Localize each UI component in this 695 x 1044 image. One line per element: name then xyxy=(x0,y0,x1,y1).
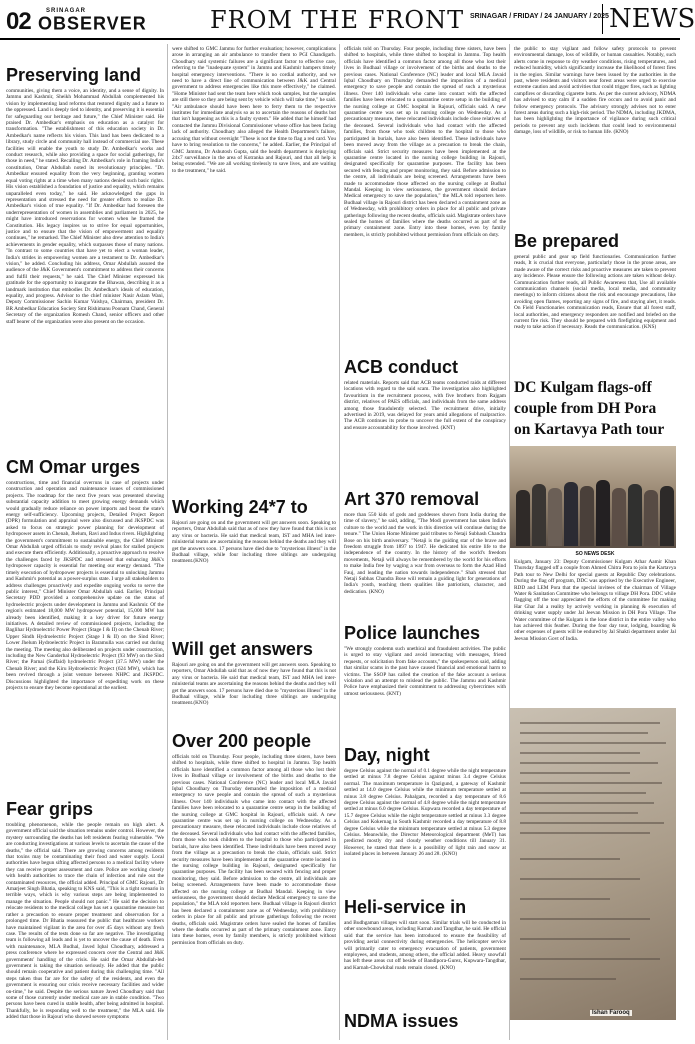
headline-dc-kulgam: DC Kulgam flags-off couple from DH Pora on Kartavya Path tour xyxy=(514,379,665,438)
article-body: "We strongly condemn such unethical and fraudulent activities. The public is urged to stay vigilant and avoid interacting with messages, friend requests, or solicitation from fake accounts," the spokesperson said, adding that similar scams in the past have caused financial and emotional harm to victims. The SSOP has called the creation of the fake account a serious violation and an attempt to mislead the public. The Jammu and Kashmir Police have emphasized their commitment to addressing cybercrimes with utmost seriousness. (KNT) xyxy=(344,646,506,697)
document-line xyxy=(520,722,660,724)
group-photo xyxy=(510,446,676,548)
article-art370 xyxy=(344,490,506,620)
article-body: related materials. Reports said that ACB teams conducted raids at different locations with regard to the said scam. The investigation also highlighted favouritism in the recruitment process, with five brothers from Rajgam district, relatives of PAES officials, and individuals from the same address among those fraudulently selected. The recruitment drive, initially advertised in 2019, was delayed for years amid allegations of malpractice. The ACB continues its probe to uncover the full extent of the conspiracy and ensure accountability for those involved. (KNT) xyxy=(344,380,506,431)
document-line xyxy=(520,792,646,794)
document-line xyxy=(520,752,640,754)
photo-figure xyxy=(644,490,658,546)
document-line xyxy=(520,812,638,814)
brand-logo: OBSERVER xyxy=(38,12,147,34)
document-line xyxy=(520,822,664,824)
photo-figure xyxy=(516,490,530,546)
headline: CM Omar urges xyxy=(6,457,141,477)
photo-figure xyxy=(612,488,626,546)
byline: SO NEWS DESK xyxy=(575,551,615,557)
article-acb xyxy=(344,358,506,488)
photo-figure xyxy=(548,488,562,546)
headline: Will get answers xyxy=(172,639,313,659)
masthead xyxy=(0,0,695,40)
article-body: troubling phenomenon, while the people remain on high alert. A government official said the situation remains under control. However, the mystery surrounding the deaths has left residents fearing vulnerable. "We are conducting investigations at various levels to ascertain the cause of the deaths," the official said. There are growing concerns among residents that toxins may be contaminating their food and water supply. Local authorities have begun sifting affected persons to a medical facility where they can receive proper assessment and care. Police are working closely with health authorities to trace the chain of infection and rule out the contaminated resources, the official added. Principal of GMC Rajouri, Dr Amarjeet Singh Bhatia, speaking to KNS said, "This is a tight scenario in terrible ways, which is why various steps are being implemented to manage the situation. People should not panic." He said the decision to relocate residents to the medical college has set a quarantine measure but rather a precaution to ensure proper treatment and observation for a prolonged time. Dr Bhatia reassured the public that healthcare workers have maintained vigilant in the area for over 45 days without any fresh case. The results of the tests done so far are negative. The investigating team is following all leads and is yet to uncover the cause of death. Even with maintenance, MLA Budhal, Javed Iqbal Choudhary, addressed a press conference where he expressed concern over the Central and J&K governments' handling of the crisis. He said the Omar Abdullah-led government is taking the situation seriously. He added that the public should remain cooperative and patient during this challenging time. "All steps taken thus far are for the safety of the residents, and even the government is ensuring our crisis receive necessary facilities and wider on-time," he said. Despite the serious nature Javed Choudhary said that some of those currently under medical care are in stable condition. "Two persons have been cured in stable health, after being admitted in hospital. Thankfully, he is responding well to the treatment," the MLA said. He added that those in Rajouri who showed severe symptoms xyxy=(6,822,164,1021)
photo-figure xyxy=(628,484,642,546)
headline: Preserving land xyxy=(6,65,142,85)
article-column3-top xyxy=(344,46,506,354)
article-working xyxy=(172,498,336,638)
article-preserving xyxy=(6,66,164,456)
photo-figure xyxy=(532,484,546,546)
article-body: communities, giving them a voice, an identity, and a sense of dignity. In Jammu and Kashmir, Sheikh Mohammad Abdullah complemented his vision by implementing land reforms that restored dignity and a future to the oppressed. Land is deeply tied to identity, and preserving it is essential for safeguarding our heritage and future," the Chief Minister said. He praised Dr. Ambedkar's emphasis on education as a catalyst for transformation. "The establishment of this education society in Dr. Ambedkar's name reflects his vision. This land has been dedicated to a library, study circle and community hall instead of commercial use. These facilities will enable the youth to study Dr. Ambedkar's works and conduct research, while also providing a space for social gatherings, for those in need," he stated. Recalling Dr. Ambedkar's role in framing India's constitution, Omar Abdullah noted its revolutionary principles. "Dr. Ambedkar ensured equality from the very beginning, granting women equal voting rights at a time when many nations denied such basic rights. His vision established a foundation of justice and equality, which remains unparalleled even today," he said. He acknowledged the gaps in representation and stressed the need for greater efforts to realize Dr. Ambedkar's vision of true equality. "If Dr. Ambedkar had foreseen the underrepresentation of women in assemblies and parliament in 2025, he might have introduced reservations for women when he framed the Constitution. His legacy inspires us to strive for equal opportunities, justice and to ensure that the vision of empowerment and equality continues," he remarked. The Chief Minister also drew attention to India's achievements in gender equality, which surpasses those of many nations. "In contrast to some countries that have yet to elect a woman leader, India's strides in empowering women are a testament to Dr. Ambedkar's vision," he added. Concluding his address, Omar Abdullah assured the audience of the J&K Government's commitment to address their concerns and fulfil their requests," he said. The Chief Minister expressed his gratitude for the opportunity to inaugurate the Bhawan, describing it as a landmark institution that embodies Dr. Ambedkar's ideals of education, equality, and progress. Advisor to the chief minister Nasir Aslam Wani, Deputy Commissioner Sachin Kumar Vaishya, Chairman, president Dr. BR Ambedkar Education Society Smt Rishimanu Poonam Chand, General Secretary of the organization Romesh Chand, senior officers and other staff bearer of the organization were also present on the occasion. xyxy=(6,88,164,325)
article-body: more than 550 kids of gods and goddesses shown from India during the time of slavery," he said, adding, "The Modi government has taken India's culture to the world and the work in this direction will continue during the tenure." The Union Home Minister paid tributes to Netaji Subhash Chandra Bose on his birth anniversary. "Netaji is the guiding star of the brave and freedom struggle from 1897 to 1947. He dedicated his entire life to the independence of the country. In the history of the world's freedom movements, Netaji will always be remembered by the world for his efforts to make India free by waging a war from overseas to form the Azad Hind Fauj, and leading the nation towards independence." Shah stressed that Netaji Subhas Chandra Bose will remain a guiding light for generations of India's youth, teaching them qualities like patriotism, character, and dedication. (KNO) xyxy=(344,512,506,595)
section-title: FROM THE FRONT xyxy=(210,6,465,34)
photo-figure xyxy=(564,482,578,546)
article-be-prepared xyxy=(514,232,676,372)
document-line xyxy=(520,732,648,734)
photo-figure xyxy=(580,486,594,546)
article-body: the public to stay vigilant and follow safety protocols to prevent environmental damage, loss of wildlife, or human casualties. Notably, such alerts come in response to dry weather conditions, rising temperatures, and reduced humidity, which significantly increase the likelihood of forest fires in the region. Similar warnings have been issued by the authorities in the past, where residents and visitors near forest areas were urged to exercise extreme caution and avoid activities that could trigger fires, such as lighting campfires or discarding cigarette butts. As per the current advisory, NDMA has advised to stay calm if a sudden fire occurs and to avoid panic and follow emergency protocols. The advisory strongly advises not to enter forest areas during such a high-risk period. The NDMA, including JKDMA, has been highlighting the importance of vigilance during such critical periods to prevent any such incidents that could lead to environmental damage, loss of wildlife, or risk to human life. (KNO) xyxy=(514,46,676,136)
headline: ACB conduct xyxy=(344,357,458,377)
headline: Working 24*7 to xyxy=(172,497,308,517)
document-line xyxy=(520,958,660,960)
article-over-200 xyxy=(172,732,336,1040)
article-body: officials told on Thursday. Four people, including three sisters, have been shifted to hospitals, while three shifted to hospital in Jammu. Top health officials have identified a common factor among all those who lost their lives in Budhaal village or involvement of the births and deaths to the previous cases. National Conference (NC) leader and local MLA Javaid Iqbal Choudhary on Thursday demanded the imposition of a medical emergency to save people and contain the spread of such a mysterious illness. Over 140 individuals who came into contact with the affected families have been relocated to a quarantine centre setup in the building of the nursing college at GMC hospital in Rajouri, officials said. A new quarantine centre was set up in nursing college on Wednesday. As a precautionary measure, these relocated individuals include close relatives of the deceased. Several individuals who had contact with the affected families, from those who took children to the hospital to those who participated in burials, have also been identified. These individuals have been moved away from the village as a precaution to break the chain, officials said. Strict security measures have been implemented at the quarantine centre located in the nursing college building in Rajouri, designated specifically for quarantine purposes. The facility has been secured with fencing and proper monitoring, they said. Before admission to the centre, all individuals are being screened. Arrangements have been made to accommodate those affected on the nursing college at Budhal Mandal. Keeping in view seriousness, the government should declare Medical emergency to save the population," the MLA told reporters here. Budhaal village in Rajouri district has been declared a containment zone as of Wednesday, with prohibitory orders in place for all public and private gatherings following the recent deaths, officials said. Magistrate orders have sealed the homes of families where the deaths occurred as part of the primary containment zone. Entry into these homes, even by family members, is strictly prohibited without permission from officials on duty. xyxy=(172,754,336,946)
headline: Art 370 removal xyxy=(344,489,480,509)
article-body: general public and gear up field functionaries. Communication further reads, It is crucial that everyone, particularly those in the prone areas, are made aware of the correct risks and proactive measures are taken to prevent any incidence. Please ensure the following actions are taken without delay. Communication further reads, all Public Awareness that, Use all available communication channels (social media, local media, and community meetings) to inform citizens about the risk and encourage precautions, like avoiding open flames, reporting any signs of fire, and staying alert, it reads. On Field Functionaries communication reads, Ensure that all forest staff, local authorities, and emergency responders are notified and briefed on the current fire risk. They should be prepared with firefighting equipment and ready to take action if necessary. Reads the communication. (KNS) xyxy=(514,254,676,331)
document-line xyxy=(520,878,640,880)
article-cm-omar xyxy=(6,458,164,798)
document-line xyxy=(520,918,650,920)
photo-figure xyxy=(596,480,610,546)
article-working-continued xyxy=(172,46,336,496)
document-line xyxy=(520,938,630,940)
headline: Day, night xyxy=(344,745,430,765)
document-photo xyxy=(510,708,676,1020)
document-line xyxy=(520,978,616,980)
article-body: Rajouri are going on and the government will get answers soon. Speaking to reporters, Omar Abdullah said that as of now they have found that this is not any virus or bacteria. He said that medical team, IST and MHA led inter-ministerial teams are ascertaining the reasons behind the deaths and they will get the answers soon. 17 persons have died due to "mysterious illness" in the Budhaal village, while four including three siblings are undergoing treatment.(KNO) xyxy=(172,662,336,707)
article-body: and Budhgaman villages will start soon. Similar trials will be conducted in other snowbound areas, including Karnah and Tangdhar, he said. He official said that the service has been introduced to ensure the feasibility of providing aerial connectivity during emergencies. The helicopter service will primarily cater to emergency evacuation of patients, government employees, and students, among others, the official added. Heavy snowfall has left these areas cut off beside of Bandipora-Gurez, Kupwara-Tangdhar, and Karnah-Chowkibal roads remain closed. (KNO) xyxy=(344,920,506,971)
article-heli xyxy=(344,898,506,1008)
article-ndma xyxy=(344,1012,506,1042)
document-line xyxy=(520,858,620,860)
article-body: Rajouri are going on and the government will get answers soon. Speaking to reporters, Omar Abdullah said that as of now they have found that this is not any virus or bacteria. He said that medical team, IST and MHA led inter-ministerial teams are ascertaining the reasons behind the deaths and they will get the answers soon. 17 persons have died due to "mysterious illness" in the Budhaal village, while four including three siblings are undergoing treatment.(KNO) xyxy=(172,520,336,565)
document-line xyxy=(520,762,658,764)
article-dc-kulgam xyxy=(514,551,676,701)
photo-figure xyxy=(660,486,674,546)
article-will-get xyxy=(172,640,336,730)
document-line xyxy=(520,832,650,834)
document-line xyxy=(520,742,666,744)
article-body: constructions, time and financial overruns in case of projects under construction and operation and maintenance issues of commissioned projects. The roadmap for the next five years was presented showing substantial capacity addition to meet growing energy demands which would gradually reduce reliance on power imports and boost the state's energy self-sufficiency. Upcoming projects, Detailed Project Report (DPR) formulation and appraisal were also discussed and JKSPDC was asked to focus on strategic power planning for development of hydropower assets in Chenab, Jhelum, Ravi and Indus rivers. Highlighting the government's commitment to sustainable energy, the Chief Minister Omar Abdullah urged officials to study revival plans for stalled projects and execute them efficiently. Additionally, a proactive approach to resolve the challenges faced by JKSPDC and stressed that enhancing J&K's hydropower capacity is essential for meeting our energy demand. "The timely execution of hydropower projects is essential to unlocking Jammu and Kashmir's potential as a power-surplus state. I urge all stakeholders to address challenges proactively and expedite ongoing works to serve the public interest," Chief Minister Omar Abdullah said. Earlier, Principal Secretary PDD provided a comprehensive update on the status of hydroelectric projects under development in Jammu and Kashmir. Of the region's estimated 18,000 MW hydropower potential, 15,000 MW has already been identified, making it a key driver for future energy initiatives. A detailed review of commissioned projects, including the Baglihar Hydroelectric Power Project (Stage I & II) on the Chenab River; Upper Sindh Hydroelectric Project (Stage I & II) on the Sind River; Lower Jhelum Hydroelectric Project in Baramulla was carried out during the meeting. The meeting also deliberated on projects under construction, including the New Ganderbal Hydroelectric Project (93 MW) on the Sind River; the Parnai (Suffaid) hydroelectric Project (37.5 MW) under the Chenab River; and the Kiru Hydroelectric Project (624 MW), which has been revived through a joint venture between NHPC and JKSPDC. Discussions highlighted the importance of expediting work on these projects to ensure they become operational at the earliest. xyxy=(6,480,165,691)
headline: NDMA issues xyxy=(344,1011,459,1031)
section-tag: NEWS xyxy=(602,4,695,34)
article-body: were shifted to GMC Jammu for further evaluation; however, complications arose in arranging an air ambulance to transfer them to PGI Chandigarh. Choudhary said systemic failures are a significant factor to effective care, referring to the "inadequate system" in Jammu and Kashmir hampers timely hospital emergency interventions. "There is no cordial authority, and we need to have a direct line of communication between J&K and Central government to address emergencies like this more effectively," he claimed. "Home Minister had sent the team here which took samples, but the samples are still there so they are being sent by vehicle which will take time," he said. "Air ambulance should have been here to ferry them to the respective institutes for immediate analysis so as to ascertain the reasons of deaths but that isn't happening as this is a faulty system." He added that he himself had contacted the Jammu Divisional Commissioner whose office has been facing lack of authority. Choudhary also alleged the Health Department's failure, accusing that without oversight "These is not the time to flag a red card. You have to bring resolution to the concerns," he added. Earlier, the Principal of GMC Jammu, Dr Ashutosh Gupta, said the health department is deploying 24x7 surveillance in the area of Kotranka and Rajouri, and that all help is being extended. "We are all working tirelessly to save lives, and are waiting to the treatment," he said. xyxy=(172,46,336,174)
dateline: SRINAGAR / FRIDAY / 24 JANUARY / 2025 xyxy=(470,13,609,20)
article-ndma-continued xyxy=(514,46,676,226)
headline: Over 200 people xyxy=(172,731,312,751)
article-body: officials told on Thursday. Four people, including three sisters, have been shifted to hospitals, while three shifted to hospital in Jammu. Top health officials have identified a common factor among all those who lost their lives in Budhaal village or involvement of the births and deaths to the previous cases. National Conference (NC) leader and local MLA Javaid Iqbal Choudhary on Thursday demanded the imposition of a medical emergency to save people and contain the spread of such a mysterious illness. Over 140 individuals who came into contact with the affected families have been relocated to a quarantine centre setup in the building of the nursing college at GMC hospital in Rajouri, officials said. A new quarantine centre was set up in nursing college on Wednesday. As a precautionary measure, these relocated individuals include close relatives of the deceased. Several individuals who had contact with the affected families, from those who took children to the hospital to those who participated in burials, have also been identified. These individuals have been moved away from the village as a precaution to break the chain, officials said. Strict security measures have been implemented at the quarantine centre located in the nursing college building in Rajouri, designated specifically for quarantine purposes. The facility has been secured with fencing and proper monitoring, they said. Before admission to the centre, all individuals are being screened. Arrangements have been made to accommodate those affected on the nursing college at Budhal Mandal. Keeping in view seriousness, the government should declare Medical emergency to save the population," the MLA told reporters here. Budhaal village in Rajouri district has been declared a containment zone as of Wednesday, with prohibitory orders in place for all public and private gatherings following the recent deaths, officials said. Magistrate orders have sealed the homes of families where the deaths occurred as part of the primary containment zone. Entry into these homes, even by family members, is strictly prohibited without permission from officials on duty. xyxy=(344,46,506,238)
headline: Be prepared xyxy=(514,231,620,251)
document-line xyxy=(520,898,610,900)
page-number: 02 xyxy=(6,8,31,35)
masthead-rule xyxy=(0,38,680,40)
article-day-night xyxy=(344,746,506,896)
column-divider xyxy=(339,44,340,1040)
document-line xyxy=(520,802,654,804)
column-divider xyxy=(167,44,168,1040)
document-line xyxy=(520,782,662,784)
article-fear xyxy=(6,800,164,1040)
headline: Police launches xyxy=(344,623,481,643)
headline: Fear grips xyxy=(6,799,94,819)
brand-city: SRINAGAR xyxy=(46,8,87,14)
headline: Heli-service in xyxy=(344,897,467,917)
article-body: degree Celsius against the normal of 0.1 degree while the night temperature settled at minus 7.8 degree Celsius against minus 3.4 degree Celsius normal. The maximum temperature in Qazigund, a gateway of Kashmir settled at 14.0 degree Celsius while the minimum temperature settled at minus 3.8 degree Celsius. Pahalgam, recorded a day temperature of 8.6 degree Celsius against the normal of 4.8 degree while the night temperature settled at minus 6.0 degree Celsius. Kupwara recorded a day temperature of 15.7 degree Celsius while the night temperature settled at minus 3.3 degree Celsius and Kokernag in South Kashmir recorded a day temperature of 8.8 degree Celsius while the minimum temperature settled at minus 5.3 degree Celsius. Meanwhile, the Director Meteorological department (MeT) has predicted mostly dry and cloudy weather conditions till January 31. However, he stated that there is a possibility of light rain and snow at isolated places in between January 26 and 28. (KNO) xyxy=(344,768,506,858)
photo-credit: Ishan Farooq xyxy=(592,1010,630,1016)
document-line xyxy=(520,772,630,774)
article-police xyxy=(344,624,506,744)
article-body: Kulgam, January 23: Deputy Commissioner Kulgam Athar Aamir Khan Thursday flagged off a couple from Ahmed Chitra Pora to join the Kartavya Path tour to New Delhi for special guests at Republic Day celebrations. During the flag off program, DDC was apprised by the Executive Engineer, RDD and LEM Pora that the special invitees of the chairman of Village Water & Sanitation Committee who belongs to village DH Pora. DDC while flagging off the tour appreciated the efforts of the committee for making Har Ghar Jal a reality by actively working in planning & execution of drinking water supply under Jal Jeevan Mission in DH Pora Village. The Water committee of the Kulgam is the lone district in the entire valley who has achieved this feather. During the four day tour, lodging, boarding & other expenses of guests will be endured by Jal Shakti department under Jal Jeevan Mission Govt of India. xyxy=(514,559,676,642)
